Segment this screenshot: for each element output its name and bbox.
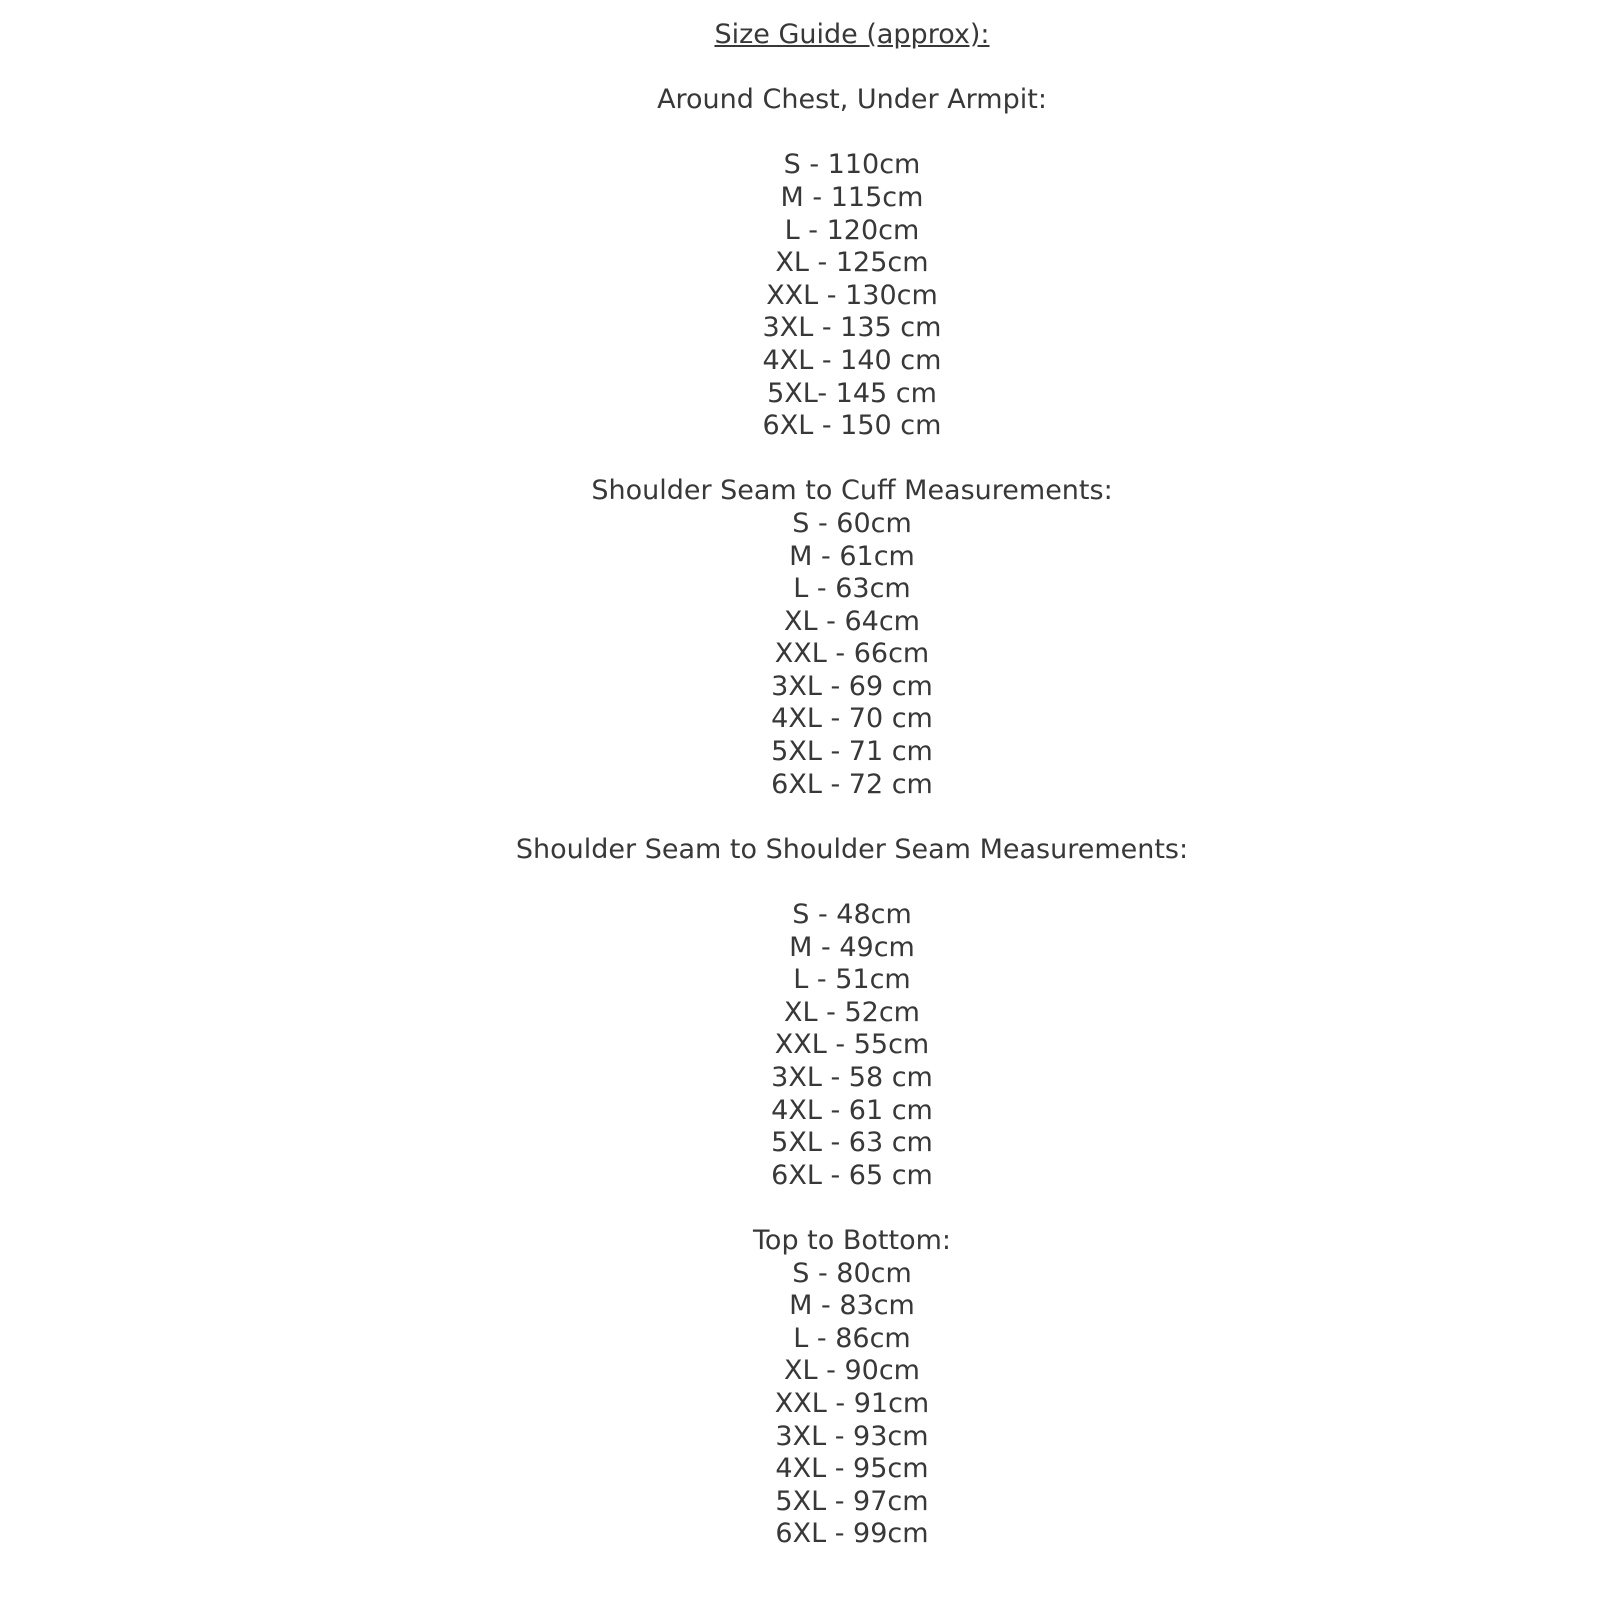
size-item: 4XL - 140 cm xyxy=(762,344,942,376)
size-item: 3XL - 93cm xyxy=(775,1420,929,1452)
size-item: 5XL - 97cm xyxy=(775,1485,929,1517)
size-item: 5XL - 63 cm xyxy=(771,1127,933,1159)
size-item: 6XL - 72 cm xyxy=(771,768,933,800)
size-item: XXL - 66cm xyxy=(774,638,930,670)
size-item: M - 49cm xyxy=(789,931,915,963)
size-item: 4XL - 95cm xyxy=(775,1453,929,1485)
section-heading: Shoulder Seam to Shoulder Seam Measurements: xyxy=(515,833,1189,865)
section-cuff xyxy=(104,475,1600,801)
size-item: XL - 125cm xyxy=(775,247,929,279)
size-item: 5XL- 145 cm xyxy=(767,377,937,409)
title-block xyxy=(104,19,1600,52)
size-item: XXL - 130cm xyxy=(766,279,938,311)
size-item: 5XL - 71 cm xyxy=(771,736,933,768)
section-length xyxy=(104,1225,1600,1551)
size-item: S - 60cm xyxy=(792,507,912,539)
size-item: XL - 64cm xyxy=(784,605,920,637)
size-item: S - 48cm xyxy=(792,899,912,931)
section-heading: Shoulder Seam to Cuff Measurements: xyxy=(591,475,1113,507)
size-item: M - 83cm xyxy=(789,1290,915,1322)
size-item: 6XL - 99cm xyxy=(775,1518,929,1550)
size-item: 6XL - 150 cm xyxy=(762,410,942,442)
size-item: L - 86cm xyxy=(793,1322,911,1354)
size-item: L - 51cm xyxy=(793,964,911,996)
size-item: 3XL - 69 cm xyxy=(771,670,933,702)
size-item: XXL - 55cm xyxy=(774,1029,930,1061)
section-heading: Top to Bottom: xyxy=(753,1224,951,1256)
page-title-text: Size Guide (approx): xyxy=(714,19,990,50)
size-item: 4XL - 61 cm xyxy=(771,1094,933,1126)
size-item: 3XL - 58 cm xyxy=(771,1062,933,1093)
size-item: L - 120cm xyxy=(784,214,920,246)
size-item: M - 115cm xyxy=(780,181,924,213)
size-item: XXL - 91cm xyxy=(774,1387,930,1419)
section-chest-heading xyxy=(104,84,1600,117)
size-item: XL - 52cm xyxy=(784,996,920,1028)
size-item: 3XL - 135 cm xyxy=(762,312,942,344)
section-shoulder-heading xyxy=(104,834,1600,867)
section-chest-items xyxy=(104,149,1600,442)
size-item: XL - 90cm xyxy=(784,1355,920,1387)
size-item: 4XL - 70 cm xyxy=(771,703,933,735)
size-item: M - 61cm xyxy=(789,540,915,572)
size-item: 6XL - 65 cm xyxy=(771,1159,933,1191)
section-heading: Around Chest, Under Armpit: xyxy=(657,84,1047,116)
section-shoulder-items xyxy=(104,899,1600,1192)
size-item: L - 63cm xyxy=(793,573,911,605)
size-item: S - 80cm xyxy=(792,1257,912,1289)
page-title xyxy=(104,19,1600,52)
size-item: S - 110cm xyxy=(783,149,921,181)
